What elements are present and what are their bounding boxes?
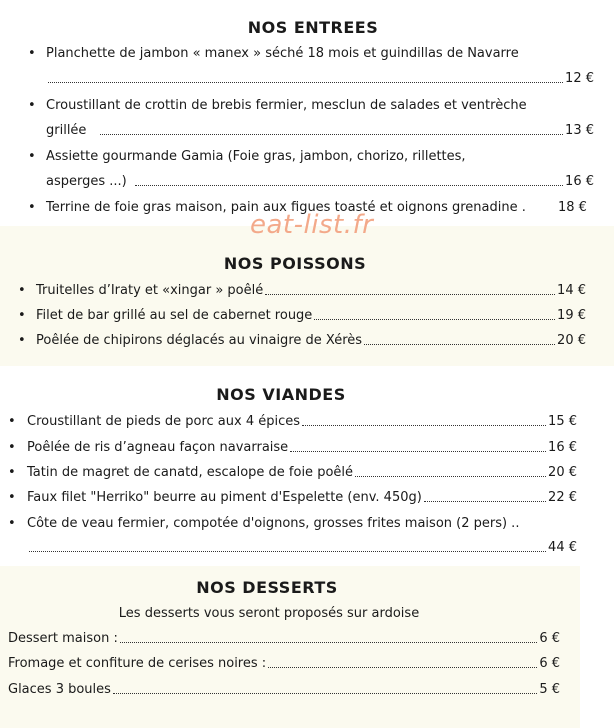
poisson-3-row <box>36 333 586 349</box>
entree-2-label: Croustillant de crottin de brebis fermier, mesclun de salades et ventrèche <box>46 98 527 113</box>
dessert-2-label: Fromage et confiture de cerises noires : <box>8 656 267 671</box>
poissons-title: NOS POISSONS <box>223 254 367 273</box>
bullet-dot-icon: • <box>28 200 36 215</box>
dessert-1-row <box>8 631 560 647</box>
bullet-dot-icon: • <box>8 440 16 455</box>
entree-4-label: Terrine de foie gras maison, pain aux figues toasté et oignons grenadine . <box>46 200 526 215</box>
viande-4-label: Faux filet "Herriko" beurre au piment d'Espelette (env. 450g) <box>27 490 422 505</box>
viande-2-price: 16 € <box>548 440 577 455</box>
bullet-dot-icon: • <box>28 46 36 61</box>
dessert-3-row <box>8 682 560 698</box>
poisson-3-label: Poêlée de chipirons déglacés au vinaigre de Xérès <box>36 333 363 348</box>
viande-2-row <box>27 440 577 456</box>
dessert-1-label: Dessert maison : <box>8 631 118 646</box>
entree-3-label: Assiette gourmande Gamia (Foie gras, jambon, chorizo, rillettes, <box>46 149 466 164</box>
viande-5-label: Côte de veau fermier, compotée d'oignons, grosses frites maison (2 pers) .. <box>27 516 520 531</box>
poisson-2-price: 19 € <box>557 308 586 323</box>
dessert-3-label: Glaces 3 boules <box>8 682 111 697</box>
bullet-dot-icon: • <box>28 98 36 113</box>
viande-4-price: 22 € <box>548 490 577 505</box>
entree-4-price: 18 € <box>558 200 587 215</box>
viande-1-row <box>27 414 577 430</box>
bullet-dot-icon: • <box>18 333 26 348</box>
entrees-title: NOS ENTREES <box>247 18 379 37</box>
bullet-dot-icon: • <box>8 465 16 480</box>
viandes-title: NOS VIANDES <box>216 385 346 404</box>
bullet-dot-icon: • <box>8 490 16 505</box>
dessert-3-price: 5 € <box>539 682 560 697</box>
bullet-dot-icon: • <box>18 283 26 298</box>
watermark-logo: eat-list.fr <box>250 210 374 240</box>
poisson-1-row <box>36 283 586 299</box>
dessert-2-row <box>8 656 560 672</box>
desserts-subtitle: Les desserts vous seront proposés sur ardoise <box>118 606 420 621</box>
dessert-2-price: 6 € <box>539 656 560 671</box>
viande-2-label: Poêlée de ris d’agneau façon navarraise <box>27 440 289 455</box>
viande-1-label: Croustillant de pieds de porc aux 4 épices <box>27 414 301 429</box>
viande-5-price-row <box>27 540 577 556</box>
poisson-1-label: Truitelles d’Iraty et «xingar » poêlé <box>36 283 264 298</box>
bullet-dot-icon: • <box>18 308 26 323</box>
viande-3-row <box>27 465 577 481</box>
viande-3-label: Tatin de magret de canatd, escalope de foie poêlé <box>27 465 354 480</box>
dessert-1-price: 6 € <box>539 631 560 646</box>
entree-1-price-row <box>46 71 594 87</box>
poisson-2-label: Filet de bar grillé au sel de cabernet rouge <box>36 308 313 323</box>
bullet-dot-icon: • <box>8 414 16 429</box>
entree-2-price-row <box>46 123 594 139</box>
viande-1-price: 15 € <box>548 414 577 429</box>
entree-1-label: Planchette de jambon « manex » séché 18 mois et guindillas de Navarre <box>46 46 519 61</box>
entree-1-price: 12 € <box>565 71 594 86</box>
viande-3-price: 20 € <box>548 465 577 480</box>
bullet-dot-icon: • <box>8 516 16 531</box>
entree-3-price-row <box>46 174 594 190</box>
desserts-title: NOS DESSERTS <box>196 578 338 597</box>
entree-2-label-cont: grillée <box>46 123 87 138</box>
poisson-1-price: 14 € <box>557 283 586 298</box>
viande-4-row <box>27 490 577 506</box>
poisson-3-price: 20 € <box>557 333 586 348</box>
entree-3-label-cont: asperges ...) <box>46 174 127 189</box>
bullet-dot-icon: • <box>28 149 36 164</box>
entree-3-price: 16 € <box>565 174 594 189</box>
viande-5-price: 44 € <box>548 540 577 555</box>
entree-2-price: 13 € <box>565 123 594 138</box>
poisson-2-row <box>36 308 586 324</box>
